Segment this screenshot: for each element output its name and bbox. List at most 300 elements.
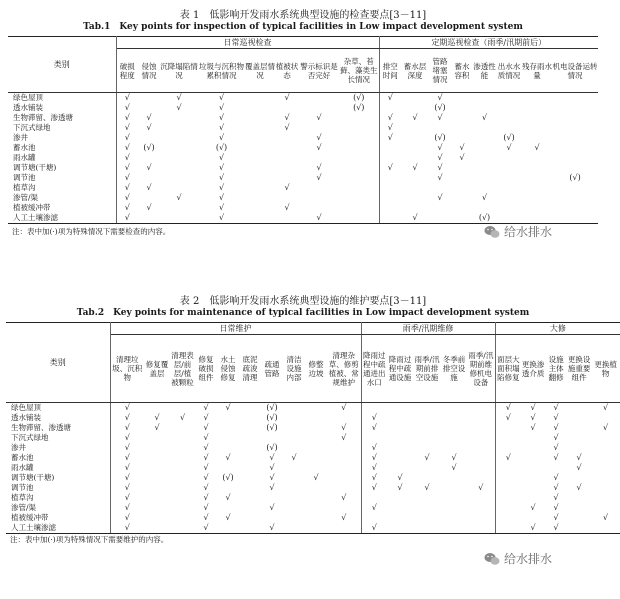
table-cell <box>245 183 275 193</box>
table-cell <box>567 443 591 453</box>
table-cell: √ <box>203 503 209 512</box>
table-cell: √ <box>269 463 275 472</box>
table-cell <box>305 403 327 414</box>
table-cell: √ <box>603 423 609 432</box>
table-cell: √ <box>553 483 559 492</box>
table-cell: √ <box>553 473 559 482</box>
table-cell <box>305 503 327 513</box>
table-cell: √ <box>198 213 245 224</box>
table-cell <box>473 93 496 104</box>
table-cell <box>496 113 522 123</box>
table-cell: √ <box>553 493 559 502</box>
table-cell: √ <box>371 453 377 462</box>
table-cell <box>160 173 198 183</box>
table-cell <box>521 443 545 453</box>
table-row <box>8 153 598 163</box>
table-cell <box>283 423 305 433</box>
table-cell <box>283 473 305 483</box>
table-cell <box>160 113 198 123</box>
table1-note: 注：表中加(·)项为特殊情况下需要检查的内容。 <box>12 227 171 236</box>
table-cell <box>283 463 305 473</box>
table-cell <box>144 403 170 414</box>
table-cell <box>245 93 275 104</box>
table-row <box>8 193 598 203</box>
table-cell <box>451 113 473 123</box>
row-label: 调节池 <box>6 483 110 493</box>
table-cell <box>467 493 495 503</box>
table-cell <box>473 203 496 213</box>
table-cell <box>591 493 620 503</box>
table-cell <box>305 523 327 534</box>
table-cell: √ <box>124 203 130 212</box>
table-cell <box>441 433 467 443</box>
table-cell: (√) <box>266 413 278 422</box>
table-cell: √ <box>459 153 465 162</box>
table-cell: √ <box>154 413 160 422</box>
table-cell: √ <box>284 123 290 132</box>
table2-col-header: 更换渗透介质 <box>521 335 545 403</box>
table-cell <box>283 443 305 453</box>
row-label: 透水铺装 <box>6 413 110 423</box>
table-cell <box>160 213 198 224</box>
table-cell: √ <box>371 483 377 492</box>
table-cell <box>522 133 552 143</box>
table-cell: √ <box>437 173 443 182</box>
table-cell <box>339 123 379 133</box>
table-cell <box>245 163 275 173</box>
table-cell <box>275 103 299 113</box>
table-cell: √ <box>218 163 225 172</box>
table-cell: √ <box>124 423 130 432</box>
table-cell <box>495 523 521 534</box>
table-cell <box>379 193 401 203</box>
table-cell <box>496 203 522 213</box>
table-cell: √ <box>203 443 209 452</box>
table-cell: (√) <box>266 403 278 412</box>
table-cell <box>451 183 473 193</box>
table-cell <box>170 423 195 433</box>
table-cell <box>379 213 401 224</box>
table-cell <box>160 153 198 163</box>
table-cell: (√) <box>503 133 515 142</box>
table2-col-header: 面层大面积塌陷修复 <box>495 335 521 403</box>
table1-col-header: 残存雨水量 <box>522 49 552 93</box>
table-cell <box>339 113 379 123</box>
table-cell <box>467 403 495 414</box>
table-cell <box>217 423 239 433</box>
table1-col-header: 垃圾与沉积物累积情况 <box>198 49 245 93</box>
table-cell <box>552 133 598 143</box>
table-cell <box>413 423 441 433</box>
row-label: 透水铺装 <box>8 103 116 113</box>
table-cell <box>217 483 239 493</box>
table-cell <box>521 513 545 523</box>
row-label: 人工土壤渗滤 <box>8 213 116 224</box>
table-cell: √ <box>316 133 322 142</box>
table-cell <box>283 523 305 534</box>
table-cell <box>283 433 305 443</box>
table1-col-header: 出水水质情况 <box>496 49 522 93</box>
table-cell: √ <box>371 413 377 422</box>
table-cell <box>245 203 275 213</box>
table-cell: √ <box>124 173 130 182</box>
table-cell: √ <box>269 473 275 482</box>
table-cell <box>170 513 195 523</box>
table-cell <box>429 213 451 224</box>
table-cell <box>567 503 591 513</box>
table-cell: √ <box>203 433 209 442</box>
table-cell: √ <box>412 113 418 122</box>
table-cell <box>361 493 387 503</box>
table-cell: √ <box>124 113 130 122</box>
table-cell <box>495 423 521 433</box>
table-cell: √ <box>553 423 559 432</box>
table1-col-header: 管路堵塞情况 <box>429 49 451 93</box>
table-cell: √ <box>553 443 559 452</box>
table-cell <box>496 213 522 224</box>
table-cell <box>239 473 261 483</box>
table-cell: √ <box>146 203 152 212</box>
table-cell <box>245 113 275 123</box>
table-cell <box>283 483 305 493</box>
table-cell <box>522 93 552 104</box>
table-cell: √ <box>437 153 443 162</box>
table-cell <box>495 443 521 453</box>
table-cell <box>283 403 305 414</box>
table2-col-header: 修复破损组件 <box>195 335 217 403</box>
table1-col-header: 覆盖层情况 <box>245 49 275 93</box>
table-cell <box>473 183 496 193</box>
table-cell: √ <box>124 163 130 172</box>
table2-col-header: 冬季前排空设施 <box>441 335 467 403</box>
table-cell: √ <box>284 93 290 102</box>
table2-col-header: 清理垃圾、沉积物 <box>110 335 144 403</box>
table-cell <box>138 93 160 104</box>
table-cell <box>275 193 299 203</box>
table-cell <box>552 113 598 123</box>
table-cell <box>401 143 429 153</box>
table-cell <box>441 443 467 453</box>
table1-col-header: 侵蚀情况 <box>138 49 160 93</box>
table1-col-header: 沉降塌陷情况 <box>160 49 198 93</box>
table-cell <box>451 163 473 173</box>
table-cell: √ <box>269 503 275 512</box>
table-cell: √ <box>124 443 130 452</box>
table-cell: √ <box>124 453 130 462</box>
table-cell <box>339 143 379 153</box>
row-label: 渗井 <box>6 443 110 453</box>
table-cell <box>401 183 429 193</box>
table2-title-en: Tab.2 Key points for maintenance of typical facilities in Low impact development system <box>76 308 530 318</box>
table-cell <box>144 473 170 483</box>
row-label: 下沉式绿地 <box>6 433 110 443</box>
table-cell <box>144 493 170 503</box>
table-cell <box>170 433 195 443</box>
table2-group-daily: 日常维护 <box>110 323 361 335</box>
table-cell <box>473 123 496 133</box>
table-cell <box>467 463 495 473</box>
table-cell <box>495 513 521 523</box>
table-cell <box>496 183 522 193</box>
table-cell <box>473 143 496 153</box>
table2-col-header: 清理杂草、修剪植被、常规维护 <box>327 335 361 403</box>
table-cell: √ <box>124 153 130 162</box>
table-cell <box>239 463 261 473</box>
table-cell: √ <box>481 193 488 202</box>
table-cell: √ <box>124 143 130 152</box>
table-cell <box>327 453 361 463</box>
table-cell <box>305 513 327 523</box>
table-cell <box>339 163 379 173</box>
table-cell: √ <box>576 463 582 472</box>
table-cell <box>387 413 413 423</box>
table-cell <box>591 523 620 534</box>
table-cell <box>451 193 473 203</box>
table-cell <box>467 473 495 483</box>
table-cell <box>144 513 170 523</box>
table-cell <box>552 123 598 133</box>
table-cell: √ <box>530 413 536 422</box>
table-cell <box>170 473 195 483</box>
table-cell <box>451 173 473 183</box>
table-cell: √ <box>124 483 130 492</box>
table-cell: √ <box>269 453 275 462</box>
table-cell <box>441 403 467 414</box>
table-cell: √ <box>371 503 377 512</box>
table-cell: √ <box>505 413 511 422</box>
table-cell: √ <box>451 453 457 462</box>
table-row <box>8 203 598 213</box>
row-label: 渗井 <box>8 133 116 143</box>
table-cell <box>138 173 160 183</box>
table-cell: √ <box>284 113 290 122</box>
table-cell <box>379 183 401 193</box>
table-cell: √ <box>225 453 231 462</box>
table-cell: √ <box>576 483 582 492</box>
row-label: 植草沟 <box>6 493 110 503</box>
row-label: 蓄水池 <box>6 453 110 463</box>
table-cell <box>160 123 198 133</box>
table-cell <box>552 93 598 104</box>
table-cell <box>144 453 170 463</box>
table-cell <box>387 463 413 473</box>
watermark-bottom <box>484 550 552 567</box>
table-cell <box>522 153 552 163</box>
table-cell <box>567 473 591 483</box>
table-cell <box>441 523 467 534</box>
table2-col-header: 雨季/汛期前维修机电设备 <box>467 335 495 403</box>
table-cell: √ <box>291 453 297 462</box>
table-cell: √ <box>203 493 209 502</box>
table-cell: √ <box>316 163 322 172</box>
table-cell <box>361 513 387 523</box>
table-cell <box>567 493 591 503</box>
table-cell: √ <box>467 483 495 493</box>
table-cell <box>413 493 441 503</box>
table2-block <box>6 296 617 545</box>
table-cell: √ <box>124 123 130 132</box>
table-cell <box>239 453 261 463</box>
table-cell <box>522 213 552 224</box>
table-cell <box>522 193 552 203</box>
table-cell: √ <box>225 513 231 522</box>
table-cell <box>552 103 598 113</box>
table-cell: √ <box>124 433 130 442</box>
table-cell: √ <box>124 473 130 482</box>
table-cell <box>144 503 170 513</box>
table-row <box>8 93 598 104</box>
table-cell <box>239 403 261 414</box>
table-cell <box>239 413 261 423</box>
table-cell: √ <box>116 213 138 224</box>
table-cell <box>138 133 160 143</box>
table-cell: √ <box>218 203 225 212</box>
table-cell <box>441 413 467 423</box>
row-label: 渗管/渠 <box>6 503 110 513</box>
table-cell <box>170 403 195 414</box>
row-label: 人工土壤渗滤 <box>6 523 110 534</box>
table-cell: (√) <box>434 133 446 142</box>
table-cell <box>451 123 473 133</box>
table-cell <box>521 463 545 473</box>
table-cell: √ <box>327 493 361 503</box>
table-cell: √ <box>371 423 377 432</box>
table-cell: √ <box>203 403 209 412</box>
table-cell <box>467 503 495 513</box>
table-cell <box>160 163 198 173</box>
table-cell <box>496 193 522 203</box>
table-cell <box>496 103 522 113</box>
table-cell: √ <box>545 523 567 534</box>
table-cell: √ <box>146 163 152 172</box>
table-cell <box>467 443 495 453</box>
table-cell: (√) <box>473 213 496 224</box>
table-cell <box>401 123 429 133</box>
table-cell: √ <box>505 403 511 412</box>
table-cell <box>401 133 429 143</box>
row-label: 生物滞留、渗透塘 <box>8 113 116 123</box>
table-cell <box>299 103 339 113</box>
table-cell: √ <box>327 423 361 433</box>
table-cell: √ <box>284 183 290 192</box>
table-cell: √ <box>316 113 322 122</box>
table-cell: √ <box>124 403 130 412</box>
table-cell: √ <box>124 493 130 502</box>
table-cell <box>522 203 552 213</box>
table-row <box>8 113 598 123</box>
table-cell: √ <box>316 173 322 182</box>
table-cell: (√) <box>215 143 228 152</box>
table2-col-header: 修整边坡 <box>305 335 327 403</box>
table2-col-header: 更换设施重要组件 <box>567 335 591 403</box>
watermark-text: 给水排水 <box>504 552 553 566</box>
table-cell <box>552 193 598 203</box>
table-cell <box>451 133 473 143</box>
table-cell: √ <box>203 463 209 472</box>
table-cell <box>522 123 552 133</box>
row-label: 调节池 <box>8 173 116 183</box>
table-cell <box>339 213 379 224</box>
table-cell: √ <box>481 113 488 122</box>
table-cell <box>275 173 299 183</box>
table-cell: √ <box>124 463 130 472</box>
row-label: 绿色屋顶 <box>8 93 116 104</box>
table-cell <box>305 433 327 443</box>
table-cell <box>160 203 198 213</box>
table-cell <box>552 143 598 153</box>
table-cell: √ <box>124 103 130 112</box>
table-cell: √ <box>401 213 429 224</box>
table-cell <box>217 433 239 443</box>
table-cell <box>401 153 429 163</box>
table-cell: √ <box>284 203 290 212</box>
table-cell: √ <box>203 423 209 432</box>
table-cell <box>217 503 239 513</box>
table-cell: √ <box>225 403 231 412</box>
table2-col-header: 雨季/汛期前排空设施 <box>413 335 441 403</box>
table-cell <box>545 463 567 473</box>
table-cell: √ <box>437 113 443 122</box>
table-row <box>6 513 620 523</box>
row-label: 植被缓冲带 <box>8 203 116 213</box>
table-cell <box>261 493 283 503</box>
table-cell <box>522 183 552 193</box>
table2-title: 表 2 低影响开发雨水系统典型设施的维护要点[3－11] <box>179 296 427 307</box>
table-row <box>6 473 620 483</box>
table-cell <box>522 173 552 183</box>
table-cell <box>239 423 261 433</box>
table-cell <box>567 513 591 523</box>
table-cell <box>521 483 545 493</box>
table-cell <box>473 163 496 173</box>
table-cell <box>239 503 261 513</box>
table-cell <box>401 173 429 183</box>
table-cell <box>245 213 275 224</box>
table-cell <box>521 493 545 503</box>
table-cell <box>339 193 379 203</box>
table-cell <box>521 473 545 483</box>
table-cell <box>473 173 496 183</box>
table-cell <box>379 153 401 163</box>
table1-col-header: 破损程度 <box>116 49 138 93</box>
table-cell: √ <box>576 453 582 462</box>
table-cell <box>467 433 495 443</box>
table-cell: √ <box>218 193 225 202</box>
table-cell <box>283 493 305 503</box>
table2-col-header: 设施主体翻修 <box>545 335 567 403</box>
table-row <box>8 163 598 173</box>
table-cell: √ <box>176 103 182 112</box>
table-cell <box>401 103 429 113</box>
table1-group-periodic: 定期巡视检查（雨季/汛期前后） <box>379 37 598 49</box>
table-cell <box>441 473 467 483</box>
table-cell: √ <box>387 113 393 122</box>
table-cell <box>552 163 598 173</box>
table-cell <box>521 433 545 443</box>
table-cell <box>591 483 620 493</box>
table-cell: √ <box>437 193 443 202</box>
table1-col-header: 机电设备运转情况 <box>552 49 598 93</box>
table-cell: √ <box>387 123 393 132</box>
table-cell: √ <box>412 163 418 172</box>
table-cell <box>413 413 441 423</box>
table-cell <box>170 463 195 473</box>
table-cell: √ <box>195 523 217 534</box>
table-cell: √ <box>459 143 465 152</box>
table-cell: √ <box>218 113 225 122</box>
table-cell: (√) <box>569 173 581 182</box>
table-cell <box>387 453 413 463</box>
